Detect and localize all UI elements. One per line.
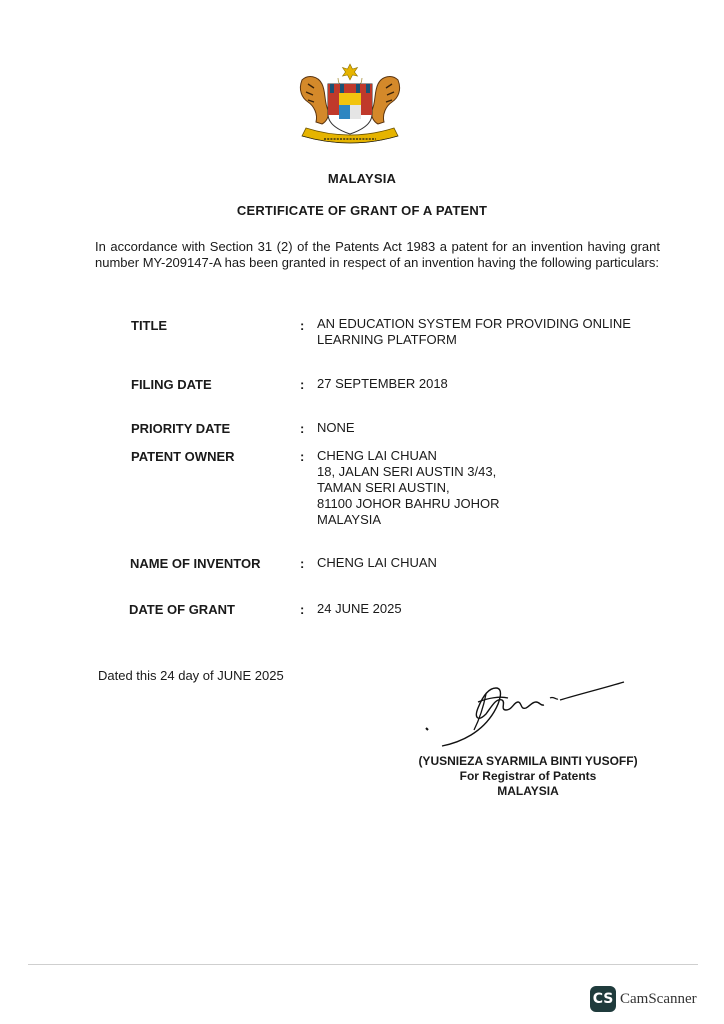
title-value xyxy=(317,316,677,348)
certificate-title: CERTIFICATE OF GRANT OF A PATENT xyxy=(236,203,488,218)
camscanner-logo-icon: CS xyxy=(590,986,616,1012)
title-label: TITLE xyxy=(131,318,168,333)
intro-paragraph: In accordance with Section 31 (2) of the Patents Act 1983 a patent for an invention having grant number MY-209147-A has been granted in respect of an invention having the following particulars: xyxy=(95,239,660,270)
priority-date-label: PRIORITY DATE xyxy=(131,421,231,436)
malaysia-coat-of-arms-icon xyxy=(294,60,406,148)
camscanner-name: CamScanner xyxy=(620,990,697,1007)
page-bottom-divider xyxy=(28,964,698,965)
inventor-colon: : xyxy=(300,556,305,571)
priority-date-colon: : xyxy=(300,421,305,436)
signer-country: MALAYSIA xyxy=(497,784,559,798)
date-of-grant-value: 24 JUNE 2025 xyxy=(317,601,402,616)
title-colon: : xyxy=(300,318,305,333)
filing-date-value: 27 SEPTEMBER 2018 xyxy=(317,376,448,391)
owner-line: MALAYSIA xyxy=(317,512,382,527)
patent-owner-colon: : xyxy=(300,449,305,464)
title-value-line: AN EDUCATION SYSTEM FOR PROVIDING ONLINE xyxy=(317,316,631,331)
inventor-label: NAME OF INVENTOR xyxy=(130,556,261,571)
date-of-grant-colon: : xyxy=(300,602,305,617)
owner-line: CHENG LAI CHUAN xyxy=(317,448,437,463)
filing-date-label: FILING DATE xyxy=(131,377,212,392)
signer-name: (YUSNIEZA SYARMILA BINTI YUSOFF) xyxy=(418,754,638,768)
date-of-grant-label: DATE OF GRANT xyxy=(129,602,235,617)
filing-date-colon: : xyxy=(300,377,305,392)
title-value-line: LEARNING PLATFORM xyxy=(317,332,457,347)
patent-owner-label: PATENT OWNER xyxy=(131,449,235,464)
country-heading: MALAYSIA xyxy=(327,171,397,186)
signer-block xyxy=(380,754,676,799)
dated-line: Dated this 24 day of JUNE 2025 xyxy=(98,668,284,683)
owner-line: TAMAN SERI AUSTIN, xyxy=(317,480,450,495)
camscanner-badge xyxy=(590,986,697,1012)
handwritten-signature-icon xyxy=(420,672,635,752)
signer-role: For Registrar of Patents xyxy=(459,769,597,783)
owner-line: 81100 JOHOR BAHRU JOHOR xyxy=(317,496,500,511)
owner-line: 18, JALAN SERI AUSTIN 3/43, xyxy=(317,464,497,479)
inventor-value: CHENG LAI CHUAN xyxy=(317,555,437,570)
patent-owner-value xyxy=(317,448,677,528)
priority-date-value: NONE xyxy=(317,420,355,435)
